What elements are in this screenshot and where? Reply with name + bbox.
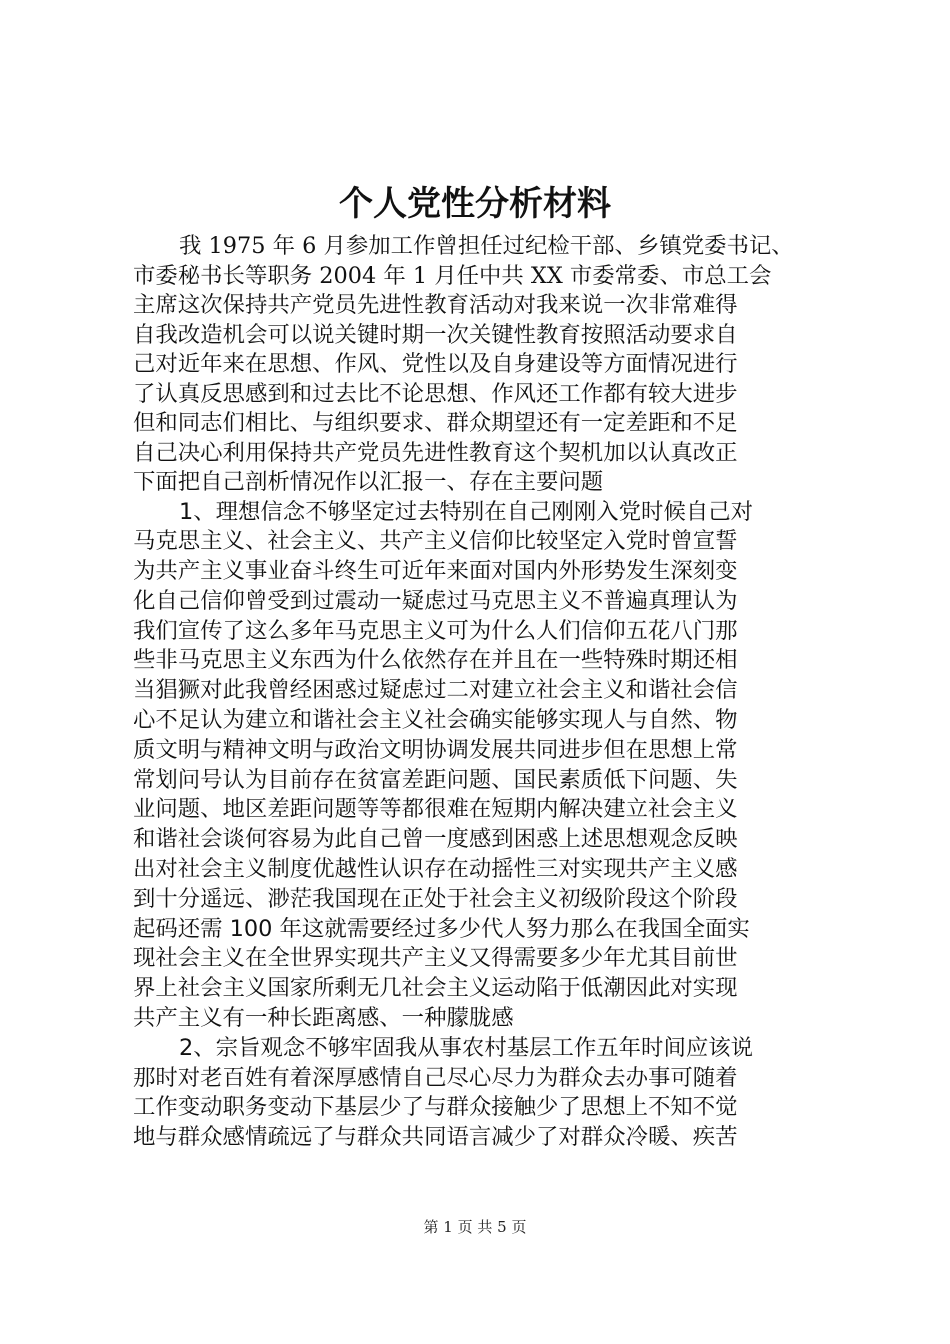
text-line: 自我改造机会可以说关键时期一次关键性教育按照活动要求自 bbox=[133, 321, 738, 348]
text-line: 质文明与精神文明与政治文明协调发展共同进步但在思想上常 bbox=[133, 736, 738, 763]
text-line: 到十分遥远、渺茫我国现在正处于社会主义初级阶段这个阶段 bbox=[133, 885, 738, 912]
text-line: 市委秘书长等职务 2004 年 1 月任中共 XX 市委常委、市总工会 bbox=[133, 262, 772, 289]
text-line: 地与群众感情疏远了与群众共同语言减少了对群众冷暖、疾苦 bbox=[133, 1124, 738, 1151]
text-line: 主席这次保持共产党员先进性教育活动对我来说一次非常难得 bbox=[133, 292, 738, 318]
text-line: 和谐社会谈何容易为此自己曾一度感到困惑上述思想观念反映 bbox=[133, 826, 738, 853]
paragraph bbox=[133, 232, 833, 498]
document-title: 个人党性分析材料 bbox=[339, 184, 611, 224]
paragraph bbox=[133, 498, 833, 1034]
text-line: 工作变动职务变动下基层少了与群众接触少了思想上不知不觉 bbox=[133, 1094, 738, 1121]
text-line: 自己决心利用保持共产党员先进性教育这个契机加以认真改正 bbox=[133, 439, 738, 466]
text-line: 我 1975 年 6 月参加工作曾担任过纪检干部、乡镇党委书记、 bbox=[179, 233, 794, 259]
text-line: 为共产主义事业奋斗终生可近年来面对国内外形势发生深刻变 bbox=[133, 558, 738, 585]
text-line: 些非马克思主义东西为什么依然存在并且在一些特殊时期还相 bbox=[133, 647, 738, 674]
text-line: 常划问号认为目前存在贫富差距问题、国民素质低下问题、失 bbox=[133, 766, 738, 793]
text-line: 化自己信仰曾受到过震动一疑虑过马克思主义不普遍真理认为 bbox=[133, 587, 738, 614]
text-line: 2、宗旨观念不够牢固我从事农村基层工作五年时间应该说 bbox=[179, 1034, 754, 1061]
text-line: 了认真反思感到和过去比不论思想、作风还工作都有较大进步 bbox=[133, 380, 738, 407]
paragraph bbox=[133, 1034, 833, 1153]
text-line: 己对近年来在思想、作风、党性以及自身建设等方面情况进行 bbox=[133, 351, 738, 377]
text-line: 现社会主义在全世界实现共产主义又得需要多少年尤其目前世 bbox=[133, 945, 738, 972]
document-body bbox=[133, 232, 833, 1153]
text-line: 1、理想信念不够坚定过去特别在自己刚刚入党时候自己对 bbox=[179, 498, 754, 525]
text-line: 出对社会主义制度优越性认识存在动摇性三对实现共产主义感 bbox=[133, 856, 738, 883]
text-line: 起码还需 100 年这就需要经过多少代人努力那么在我国全面实 bbox=[133, 915, 750, 942]
text-line: 当猖獗对此我曾经困惑过疑虑过二对建立社会主义和谐社会信 bbox=[133, 677, 738, 704]
text-line: 我们宣传了这么多年马克思主义可为什么人们信仰五花八门那 bbox=[133, 617, 738, 644]
text-line: 但和同志们相比、与组织要求、群众期望还有一定差距和不足 bbox=[133, 410, 738, 436]
text-line: 下面把自己剖析情况作以汇报一、存在主要问题 bbox=[133, 469, 604, 495]
text-line: 心不足认为建立和谐社会主义社会确实能够实现人与自然、物 bbox=[133, 707, 738, 734]
text-line: 界上社会主义国家所剩无几社会主义运动陷于低潮因此对实现 bbox=[133, 975, 738, 1002]
text-line: 共产主义有一种长距离感、一种朦胧感 bbox=[133, 1005, 514, 1032]
text-line: 马克思主义、社会主义、共产主义信仰比较坚定入党时曾宣誓 bbox=[133, 528, 738, 555]
text-line: 那时对老百姓有着深厚感情自己尽心尽力为群众去办事可随着 bbox=[133, 1064, 738, 1091]
page-footer: 第 1 页 共 5 页 bbox=[423, 1218, 527, 1236]
text-line: 业问题、地区差距问题等等都很难在短期内解决建立社会主义 bbox=[133, 796, 738, 823]
